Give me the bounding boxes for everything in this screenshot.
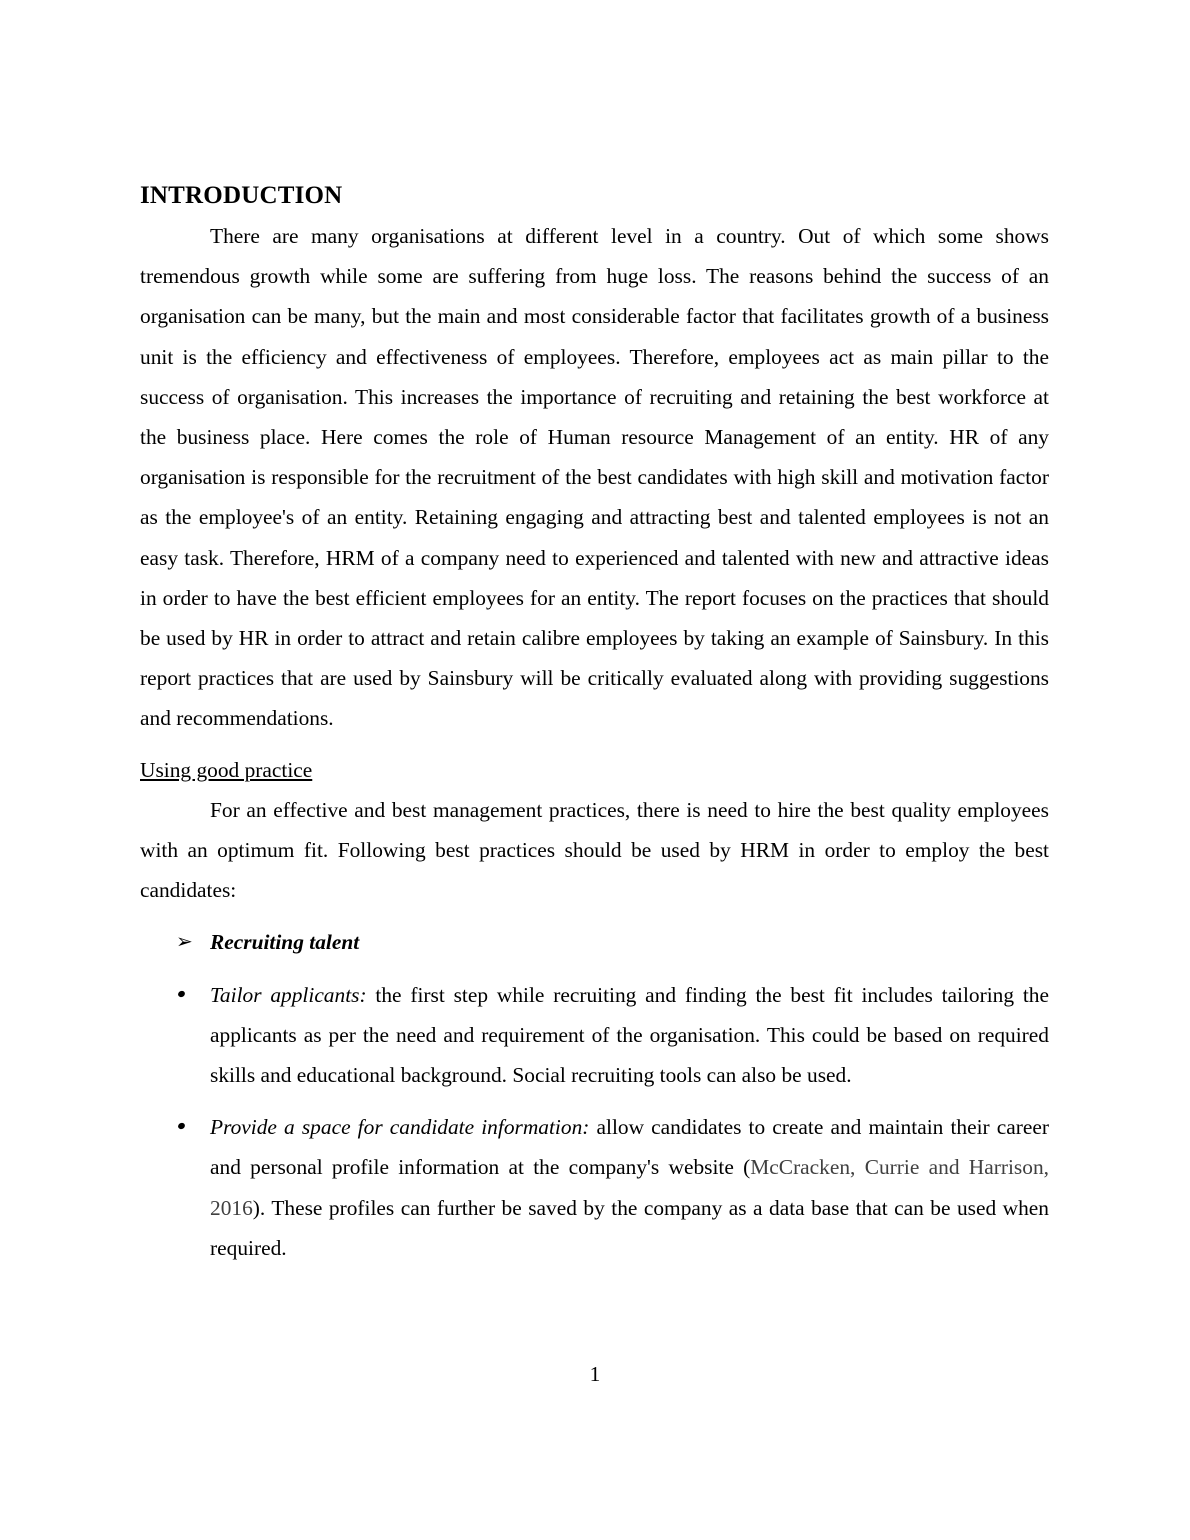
bullet-list-item — [140, 975, 1049, 1096]
bullet-term: Provide a space for candidate information: — [210, 1115, 590, 1140]
arrow-list-item — [140, 922, 1049, 962]
citation: McCracken, Currie and Harrison, 2016 — [210, 1155, 1049, 1220]
page-content — [140, 176, 1049, 1268]
page-number: 1 — [589, 1362, 601, 1386]
practice-paragraph: For an effective and best management practices, there is need to hire the best quality employees with an optimum fit. Following best practices should be used by HRM in order to employ the best candidates: — [140, 797, 1049, 903]
bullet-term: Tailor applicants: — [210, 982, 367, 1007]
subheading-using-good-practice: Using good practice — [140, 757, 313, 782]
intro-paragraph: There are many organisations at different level in a country. Out of which some shows tremendous growth while some are suffering from huge loss. The reasons behind the success of an organisation can be many, but the main and most considerable factor that facilitates growth of a business unit is the efficiency and effectiveness of employees. Therefore, employees act as main pillar to the success of organisation. This increases the importance of recruiting and retaining the best workforce at the business place. Here comes the role of Human resource Management of an entity. HR of any organisation is responsible for the recruitment of the best candidates with high skill and motivation factor as the employee's of an entity. Retaining engaging and attracting best and talented employees is not an easy task. Therefore, HRM of a company need to experienced and talented with new and attractive ideas in order to have the best efficient employees for an entity. The report focuses on the practices that should be used by HR in order to attract and retain calibre employees by taking an example of Sainsbury. In this report practices that are used by Sainsbury will be critically evaluated along with providing suggestions and recommendations. — [140, 224, 1049, 731]
bullet-text: allow candidates to create and maintain their career and personal profile information at the company's website ( — [210, 1115, 1049, 1180]
section-heading: INTRODUCTION — [140, 182, 343, 209]
bullet-dot-icon — [177, 1122, 186, 1130]
bullet-text: the first step while recruiting and finding the best fit includes tailoring the applicants as per the need and requirement of the organisation. This could be based on required skills and educational background. Social recruiting tools can also be used. — [210, 982, 1049, 1088]
bullet-list-item — [140, 1107, 1049, 1268]
bullet-text: ). These profiles can further be saved by the company as a data base that can be used when required. — [210, 1195, 1049, 1260]
bullet-dot-icon — [177, 989, 186, 997]
arrow-bullet-icon: ➢ — [176, 931, 193, 954]
practice-list — [140, 922, 1049, 1268]
arrow-item-title: Recruiting talent — [210, 930, 360, 955]
